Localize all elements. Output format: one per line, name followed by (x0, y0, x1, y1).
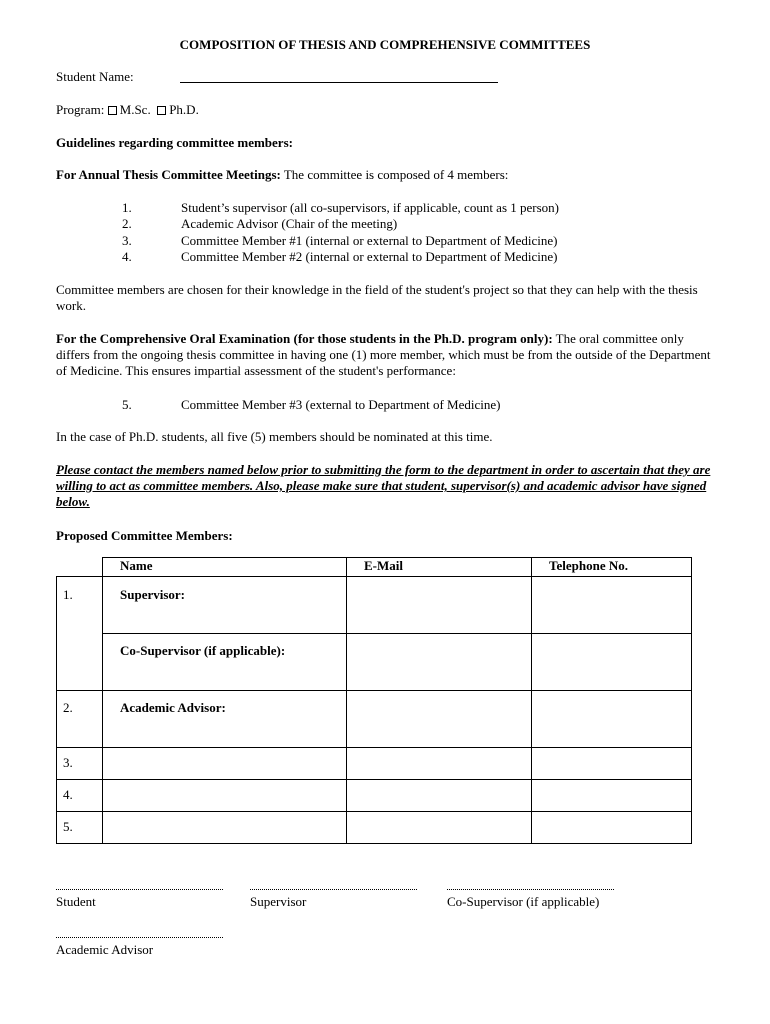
row-number: 4. (57, 780, 103, 812)
header-name: Name (103, 558, 347, 577)
table-row (57, 691, 692, 748)
member-3-name-cell[interactable] (103, 748, 347, 780)
member-3-phone-cell[interactable] (532, 748, 692, 780)
co-supervisor-email-cell[interactable] (347, 634, 532, 691)
row-number: 3. (57, 748, 103, 780)
academic-advisor-signature-line[interactable] (56, 937, 223, 938)
table-row (57, 577, 692, 634)
member-5-email-cell[interactable] (347, 812, 532, 844)
header-number-cell (57, 558, 103, 577)
student-signature-label: Student (56, 894, 96, 909)
phd-note: In the case of Ph.D. students, all five (5) members should be nominated at this time. (56, 429, 493, 444)
members-chosen-paragraph: Committee members are chosen for their knowledge in the field of the student's project so that they can help with the thesis work. (56, 282, 698, 313)
list-item-text: Committee Member #3 (external to Department of Medicine) (181, 397, 501, 412)
member-4-email-cell[interactable] (347, 780, 532, 812)
member-5-phone-cell[interactable] (532, 812, 692, 844)
list-item-text: Committee Member #2 (internal or external to Department of Medicine) (181, 249, 558, 264)
member-3-email-cell[interactable] (347, 748, 532, 780)
supervisor-signature-label: Supervisor (250, 894, 307, 909)
supervisor-phone-cell[interactable] (532, 577, 692, 634)
table-row (57, 812, 692, 844)
annual-meeting-paragraph (56, 167, 712, 183)
page-title: COMPOSITION OF THESIS AND COMPREHENSIVE COMMITTEES (179, 37, 591, 52)
co-supervisor-signature-line[interactable] (447, 889, 614, 890)
table-header-row (57, 558, 692, 577)
list-item-number: 5. (122, 397, 132, 412)
row-number: 2. (57, 691, 103, 748)
co-supervisor-signature-label: Co-Supervisor (if applicable) (447, 894, 600, 909)
committee-table (56, 557, 692, 844)
phd-checkbox[interactable] (157, 106, 166, 115)
proposed-members-heading: Proposed Committee Members: (56, 528, 233, 543)
table-row (57, 748, 692, 780)
supervisor-email-cell[interactable] (347, 577, 532, 634)
oral-exam-heading: For the Comprehensive Oral Examination (for those students in the Ph.D. program only): (56, 331, 553, 346)
member-4-name-cell[interactable] (103, 780, 347, 812)
list-item-text: Student’s supervisor (all co-supervisors, if applicable, count as 1 person) (181, 200, 559, 215)
row-number: 5. (57, 812, 103, 844)
msc-option-label: M.Sc. (119, 102, 151, 117)
student-signature-line[interactable] (56, 889, 223, 890)
msc-checkbox[interactable] (108, 106, 117, 115)
co-supervisor-phone-cell[interactable] (532, 634, 692, 691)
list-item-number: 4. (122, 249, 132, 264)
program-label: Program: (56, 102, 105, 117)
table-row (57, 780, 692, 812)
phd-option-label: Ph.D. (169, 102, 199, 117)
academic-advisor-phone-cell[interactable] (532, 691, 692, 748)
table-row (57, 634, 692, 691)
guidelines-heading: Guidelines regarding committee members: (56, 135, 293, 150)
oral-exam-text: The oral committee only differs from the ongoing thesis committee in having one (1) more member, which must be from the outside of the Department of Medicine. This ensures impartial assessment of the student's performance: (56, 331, 711, 378)
program-row (56, 102, 199, 118)
academic-advisor-label[interactable]: Academic Advisor: (103, 691, 347, 748)
academic-advisor-email-cell[interactable] (347, 691, 532, 748)
row-number: 1. (57, 577, 103, 691)
annual-meeting-text: The committee is composed of 4 members: (280, 167, 509, 182)
member-5-name-cell[interactable] (103, 812, 347, 844)
list-item-text: Committee Member #1 (internal or external to Department of Medicine) (181, 233, 558, 248)
header-telephone: Telephone No. (532, 558, 692, 577)
list-item-number: 2. (122, 216, 132, 231)
member-4-phone-cell[interactable] (532, 780, 692, 812)
supervisor-signature-line[interactable] (250, 889, 417, 890)
co-supervisor-label[interactable]: Co-Supervisor (if applicable): (103, 634, 347, 691)
supervisor-label[interactable]: Supervisor: (103, 577, 347, 634)
student-name-field[interactable] (180, 82, 498, 83)
contact-instructions: Please contact the members named below prior to submitting the form to the department in order to ascertain that they are willing to act as committee members. Also, please make sure that student, supervisor(s) and academic advisor have signed below. (56, 462, 711, 509)
list-item-number: 3. (122, 233, 132, 248)
header-email: E-Mail (347, 558, 532, 577)
oral-exam-paragraph (56, 331, 712, 379)
list-item-number: 1. (122, 200, 132, 215)
academic-advisor-signature-label: Academic Advisor (56, 942, 154, 957)
list-item-text: Academic Advisor (Chair of the meeting) (181, 216, 398, 231)
student-name-label: Student Name: (56, 69, 134, 84)
annual-meeting-heading: For Annual Thesis Committee Meetings: (56, 167, 281, 182)
